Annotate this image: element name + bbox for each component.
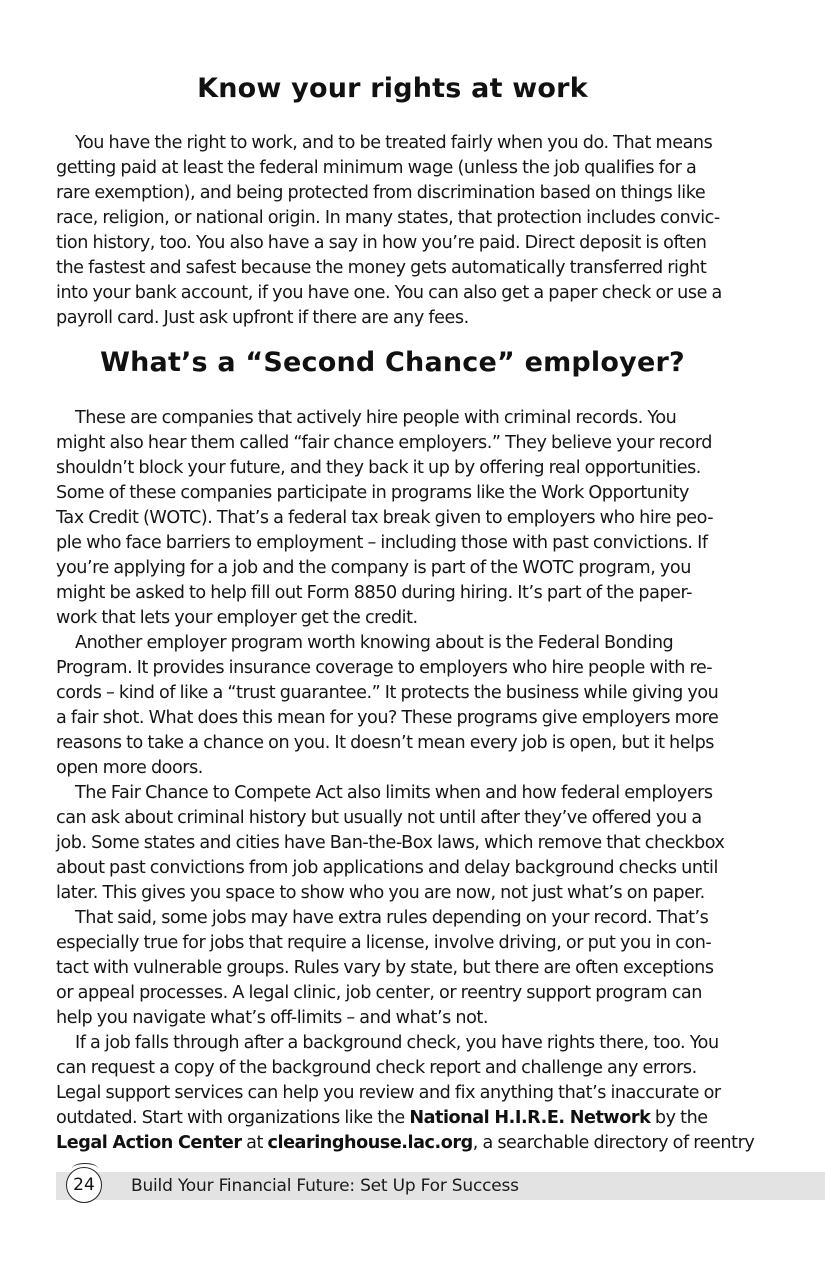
text-line: That said, some jobs may have extra rules depending on your record. That’s	[75, 908, 709, 928]
bold-website: clearinghouse.lac.org	[267, 1133, 473, 1153]
text-line: Program. It provides insurance coverage to employers who hire people with re-	[56, 658, 713, 678]
text-line: about past convictions from job applications and delay background checks until	[56, 858, 718, 878]
text-segment: by the	[650, 1108, 708, 1128]
text-line: shouldn’t block your future, and they back it up by offering real opportunities.	[56, 458, 701, 478]
page-number: 24	[66, 1167, 102, 1203]
text-line: into your bank account, if you have one. You can also get a paper check or use a	[56, 283, 722, 303]
text-line: might also hear them called “fair chance employers.” They believe your record	[56, 433, 713, 453]
text-line: If a job falls through after a background check, you have rights there, too. You	[75, 1033, 719, 1053]
second-chance-body	[56, 406, 755, 1156]
text-line: the fastest and safest because the money gets automatically transferred right	[56, 258, 707, 278]
text-line: can request a copy of the background check report and challenge any errors.	[56, 1058, 697, 1078]
text-line-with-bold	[56, 1131, 755, 1156]
text-line: tact with vulnerable groups. Rules vary by state, but there are often exceptions	[56, 958, 714, 978]
text-line: You have the right to work, and to be treated fairly when you do. That means	[75, 133, 713, 153]
text-line: Another employer program worth knowing about is the Federal Bonding	[75, 633, 674, 653]
bold-org-name: Legal Action Center	[56, 1133, 242, 1153]
section-heading-second-chance: What’s a “Second Chance” employer?	[100, 347, 685, 378]
text-line: open more doors.	[56, 758, 203, 778]
text-line: work that lets your employer get the credit.	[56, 608, 418, 628]
text-line: you’re applying for a job and the company is part of the WOTC program, you	[56, 558, 691, 578]
text-segment: at	[241, 1133, 268, 1153]
rights-at-work-paragraph	[56, 131, 729, 331]
text-line: ple who face barriers to employment – including those with past convictions. If	[56, 533, 708, 553]
text-line: The Fair Chance to Compete Act also limits when and how federal employers	[75, 783, 713, 803]
section-heading-rights-at-work: Know your rights at work	[197, 73, 588, 104]
text-line: tion history, too. You also have a say in how you’re paid. Direct deposit is often	[56, 233, 707, 253]
text-line: race, religion, or national origin. In many states, that protection includes convic-	[56, 208, 720, 228]
text-line: or appeal processes. A legal clinic, job center, or reentry support program can	[56, 983, 702, 1003]
text-line: cords – kind of like a “trust guarantee.” It protects the business while giving you	[56, 683, 719, 703]
text-segment: , a searchable directory of reentry	[472, 1133, 755, 1153]
text-line: Legal support services can help you review and fix anything that’s inaccurate or	[56, 1083, 721, 1103]
bold-org-name: National H.I.R.E. Network	[409, 1108, 651, 1128]
text-line: a fair shot. What does this mean for you? These programs give employers more	[56, 708, 719, 728]
text-line: help you navigate what’s off-limits – and what’s not.	[56, 1008, 489, 1028]
text-line: might be asked to help fill out Form 8850 during hiring. It’s part of the paper-	[56, 583, 693, 603]
text-line: especially true for jobs that require a license, involve driving, or put you in con-	[56, 933, 712, 953]
text-line-with-bold	[56, 1106, 729, 1131]
text-line: reasons to take a chance on you. It doesn’t mean every job is open, but it helps	[56, 733, 715, 753]
text-segment: outdated. Start with organizations like the	[56, 1108, 410, 1128]
text-line: can ask about criminal history but usually not until after they’ve offered you a	[56, 808, 702, 828]
text-line: getting paid at least the federal minimum wage (unless the job qualifies for a	[56, 158, 697, 178]
text-line: Some of these companies participate in programs like the Work Opportunity	[56, 483, 690, 503]
text-line: payroll card. Just ask upfront if there are any fees.	[56, 308, 469, 328]
text-line: job. Some states and cities have Ban-the-Box laws, which remove that checkbox	[56, 833, 725, 853]
text-line: later. This gives you space to show who you are now, not just what’s on paper.	[56, 883, 705, 903]
text-line: Tax Credit (WOTC). That’s a federal tax break given to employers who hire peo-	[56, 508, 714, 528]
footer-title: Build Your Financial Future: Set Up For Success	[131, 1176, 519, 1196]
text-line: These are companies that actively hire people with criminal records. You	[75, 408, 677, 428]
text-line: rare exemption), and being protected from discrimination based on things like	[56, 183, 706, 203]
